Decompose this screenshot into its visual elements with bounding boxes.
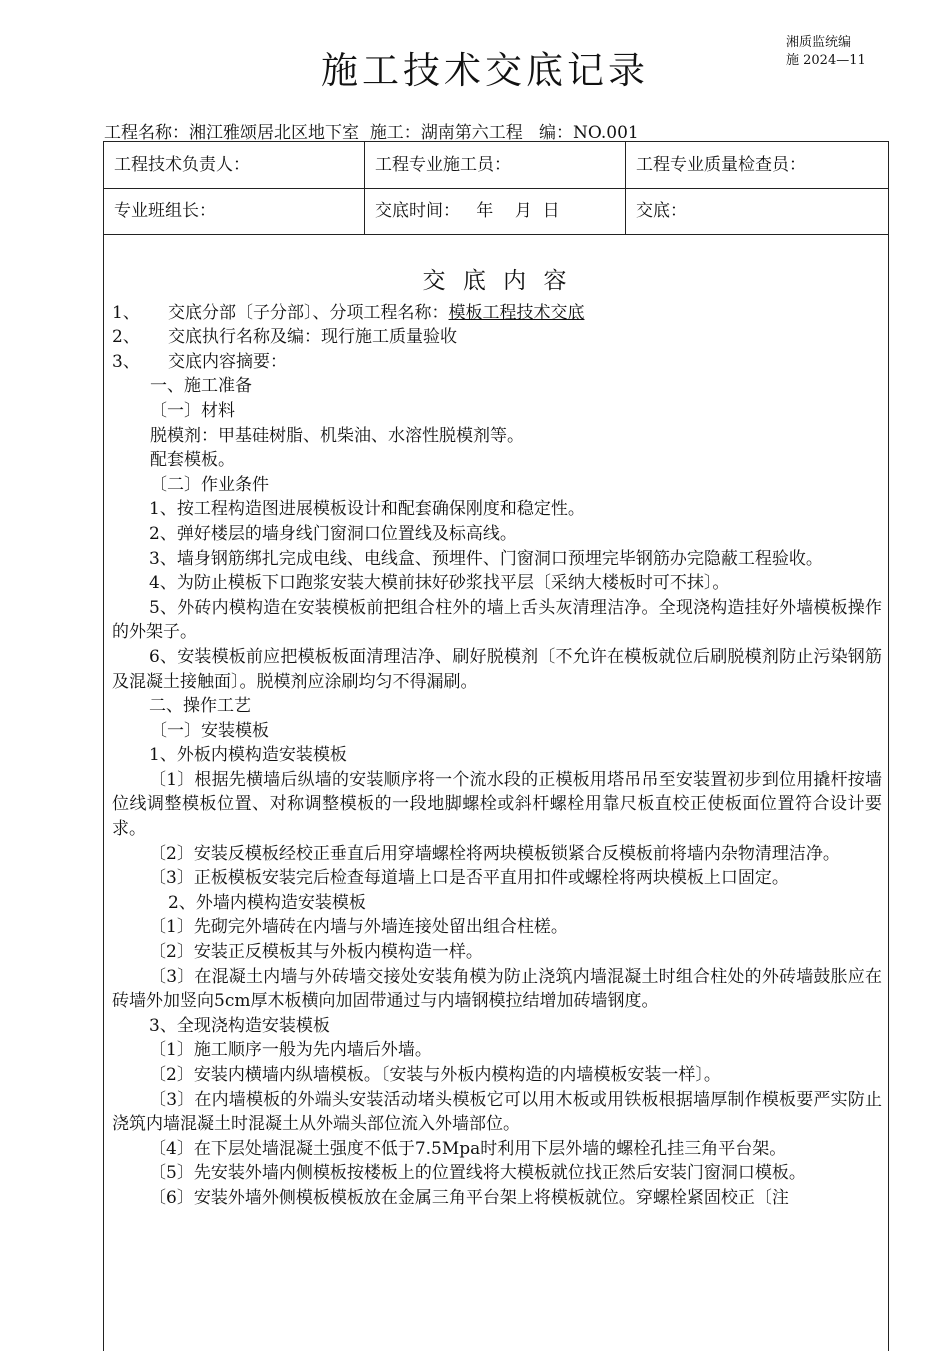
content-paragraph: 一、施工准备 [150,376,252,397]
content-paragraph: 〔3〕在混凝土内墙与外砖墙交接处安装角模为防止浇筑内墙混凝土时组合柱处的外砖墙鼓胀应在砖墙外加竖向5cm厚木板横向加固带通过与内墙钢模拉结增加砖墙钢度。 [112,966,882,1012]
content-paragraph: 6、安装模板前应把模板板面清理洁净、刷好脱模剂〔不允许在模板就位后刷脱模剂防止污染钢筋及混凝土接触面〕。脱模剂应涂刷均匀不得漏刷。 [112,646,882,692]
content-paragraph: 〔1〕先砌完外墙砖在内墙与外墙连接处留出组合柱槎。 [149,917,568,938]
list-item [112,350,882,375]
table-row [104,188,888,235]
item-number: 3、 [112,351,140,372]
content-paragraph: 〔3〕正板模板安装完后检查每道墙上口是否平直用扣件或螺栓将两块模板上口固定。 [149,868,789,889]
handover-person-cell: 交底： [636,201,687,221]
content-paragraph: 〔1〕施工顺序一般为先内墙后外墙。 [149,1040,432,1061]
content-paragraph: 〔4〕在下层处墙混凝土强度不低于7.5Mpa时利用下层外墙的螺栓孔挂三角平台架。 [149,1138,787,1159]
content-paragraph: 3、全现浇构造安装模板 [149,1015,330,1036]
record-table [103,141,889,1351]
list-item [112,325,882,350]
content-paragraph: 3、墙身钢筋绑扎完成电线、电线盒、预埋件、门窗洞口预埋完毕钢筋办完隐蔽工程验收。 [149,548,823,569]
code-label: 编： [539,123,574,143]
content-paragraph: 脱模剂：甲基硅树脂、机柴油、水溶性脱模剂等。 [150,425,524,446]
content-paragraph: 1、按工程构造图进展模板设计和配套确保刚度和稳定性。 [149,499,585,520]
handover-time-cell: 交底时间： 年 月 日 [365,188,626,234]
handover-content [112,269,882,1211]
content-paragraph: 〔5〕先安装外墙内侧模板按楼板上的位置线将大模板就位找正然后安装门窗洞口模板。 [149,1163,806,1184]
form-stamp [786,34,866,70]
construction-staff-cell: 工程专业施工员： [365,142,626,188]
builder-name: 湖南第六工程 [420,123,523,143]
content-paragraph: 1、外板内模构造安装模板 [149,745,347,766]
content-paragraph: 〔一〕安装模板 [150,720,269,741]
content-paragraph: 〔2〕安装反模板经校正垂直后用穿墙螺栓将两块模板锁紧合反模板前将墙内杂物清理洁净。 [149,843,840,864]
content-paragraph: 二、操作工艺 [149,696,251,717]
content-paragraph: 〔一〕材料 [150,400,235,421]
project-name: 湘江雅颂居北区地下室 [189,123,359,143]
content-paragraph: 〔二〕作业条件 [150,474,269,495]
item-number: 2、 [112,327,140,348]
content-paragraph: 配套模板。 [150,450,235,471]
content-paragraph: 〔2〕安装正反模板其与外板内模构造一样。 [149,942,483,963]
stamp-line-1: 湘质监统编 [786,35,852,50]
content-heading: 交 底 内 容 [422,268,572,294]
content-paragraph: 〔2〕安装内横墙内纵墙模板。〔安装与外板内模构造的内墙模板安装一样〕。 [149,1065,721,1085]
tech-lead-cell: 工程技术负责人： [104,142,365,188]
quality-inspector-cell: 工程专业质量检查员： [636,155,806,175]
project-label: 工程名称： [104,123,189,143]
builder-label: 施工： [369,123,421,143]
item-subject: 模板工程技术交底 [448,302,585,323]
item-text: 交底分部〔子分部〕、分项工程名称： [168,302,449,323]
table-row [104,142,888,189]
content-body [112,374,882,1210]
code-value: NO.001 [573,123,639,143]
item-text: 交底执行名称及编：现行施工质量验收 [168,327,457,348]
content-paragraph: 〔1〕根据先横墙后纵墙的安装顺序将一个流水段的正模板用塔吊吊至安装置初步到位用撬杆按墙位线调整模板位置、对称调整模板的一段地脚螺栓或斜杆螺栓用靠尺板直校正使板面位置符合设计要求。 [112,769,882,840]
list-item [112,301,882,326]
item-number: 1、 [112,302,140,323]
document-title: 施工技术交底记录 [321,49,649,92]
content-paragraph: 〔6〕安装外墙外侧模板模板放在金属三角平台架上将模板就位。穿螺栓紧固校正〔注 [149,1187,789,1208]
team-leader-cell: 专业班组长： [104,188,365,234]
content-paragraph: 2、外墙内模构造安装模板 [168,892,366,913]
content-paragraph: 4、为防止模板下口跑浆安装大模前抹好砂浆找平层〔采纳大楼板时可不抹〕。 [149,573,730,594]
content-paragraph: 5、外砖内模构造在安装模板前把组合柱外的墙上舌头灰清理洁净。全现浇构造挂好外墙模板操作的外架子。 [112,597,882,643]
project-info-line [104,118,639,143]
content-paragraph: 〔3〕在内墙模板的外端头安装活动堵头模板它可以用木板或用铁板根据墙厚制作模板要严实防止浇筑内墙混凝土时混凝土从外端头部位流入外墙部位。 [112,1089,882,1135]
content-paragraph: 2、弹好楼层的墙身线门窗洞口位置线及标高线。 [149,523,517,544]
stamp-line-2: 施 2024—11 [786,53,866,68]
item-text: 交底内容摘要： [168,351,287,372]
